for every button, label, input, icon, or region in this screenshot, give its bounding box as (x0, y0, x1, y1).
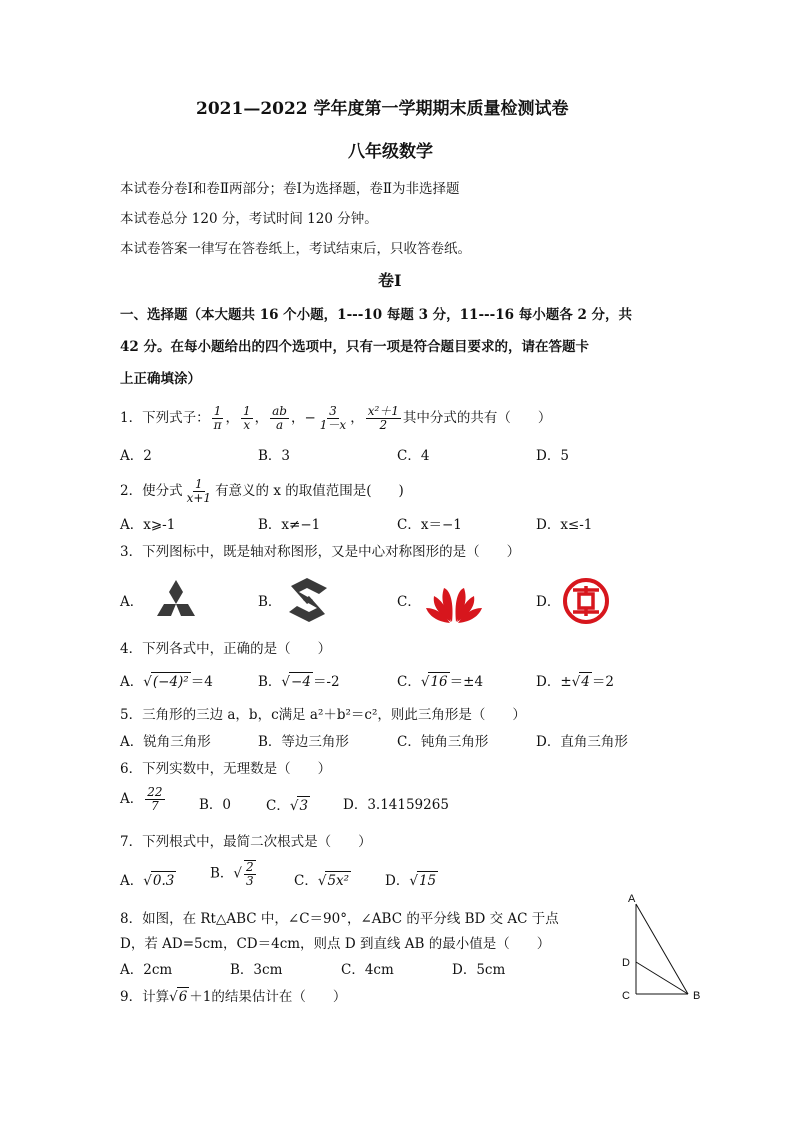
question-3: 3．下列图标中，既是轴对称图形，又是中心对称图形的是（ ） (120, 544, 521, 560)
question-6: 6．下列实数中，无理数是（ ） (120, 761, 332, 777)
label-b: B (693, 990, 701, 1002)
question-4: 4．下列各式中，正确的是（ ） (120, 641, 332, 657)
huawei-logo-icon (424, 576, 484, 626)
question-9: 9．计算√6 ＋1的结果估计在（ ） (120, 989, 347, 1005)
q1-option-d[interactable]: D．5 (536, 448, 569, 464)
suzuki-logo-icon (285, 576, 331, 624)
label-d: D (622, 957, 630, 969)
q1-option-c[interactable]: C．4 (397, 448, 430, 464)
question-2: 2．使分式 $\frac{1}{x+1}$ 有意义的 x 的取值范围是( ) (120, 477, 404, 505)
q7-option-b[interactable]: B．√ $\frac{2}{3}$ (210, 860, 254, 888)
question-1: 1．下列式子： $\frac{1}{\pi}$ ， $\frac{1}{x}$ ， $\frac{ab}{a}$ ，− $\frac{3}{1-x}$ ， $\frac{\text{x²＋1}}{2}$ 其中分式的共有（ ） (120, 404, 552, 432)
q6-option-c[interactable]: C．√3 (266, 798, 309, 814)
label-c: C (622, 990, 630, 1002)
q5-option-c[interactable]: C．钝角三角形 (397, 734, 489, 750)
side-ab (636, 904, 688, 994)
part1-instruction-1: 一、选择题（本大题共 16 个小题，1---10 每题 3 分，11---16 每小题各 2 分，共 (120, 307, 633, 323)
q6-option-d[interactable]: D．3.14159265 (343, 797, 449, 813)
q7-option-d[interactable]: D．√15 (385, 873, 437, 889)
q2-option-b[interactable]: B．x≠−1 (258, 517, 321, 533)
q5-option-d[interactable]: D．直角三角形 (536, 734, 628, 750)
q8-option-a[interactable]: A．2cm (120, 962, 173, 978)
q1-option-b[interactable]: B．3 (258, 448, 291, 464)
q1-frac-1: $\frac{1}{\pi}$ (213, 404, 222, 432)
q5-option-b[interactable]: B．等边三角形 (258, 734, 349, 750)
q1-frac-2: $\frac{1}{x}$ (242, 404, 251, 432)
q2-frac: $\frac{1}{x+1}$ (186, 477, 212, 505)
q4-option-a[interactable]: A．√(−4)² ＝4 (120, 674, 213, 690)
q8-option-b[interactable]: B．3cm (230, 962, 283, 978)
bisector-bd (636, 962, 688, 994)
exam-subtitle: 八年级数学 (348, 142, 433, 162)
q1-prefix: 1．下列式子： (120, 410, 210, 426)
q8-option-c[interactable]: C．4cm (341, 962, 394, 978)
q3-option-b[interactable]: B． (258, 594, 282, 610)
q1-option-a[interactable]: A．2 (120, 448, 152, 464)
q2-option-c[interactable]: C．x＝−1 (397, 517, 462, 533)
question-5: 5．三角形的三边 a，b，c满足 a²＋b²＝c²，则此三角形是（ ） (120, 707, 526, 723)
q1-suffix: 其中分式的共有（ ） (402, 410, 552, 426)
q1-frac-4: $\frac{3}{1-x}$ (319, 404, 347, 432)
question-7: 7．下列根式中，最简二次根式是（ ） (120, 834, 372, 850)
note-3: 本试卷答案一律写在答卷纸上，考试结束后，只收答卷纸。 (120, 241, 471, 257)
q8-option-d[interactable]: D．5cm (452, 962, 506, 978)
q1-frac-5: $\frac{\text{x²＋1}}{2}$ (367, 404, 399, 432)
q2-option-a[interactable]: A．x⩾-1 (120, 517, 176, 533)
question-8-line-1: 8．如图，在 Rt△ABC 中，∠C＝90°，∠ABC 的平分线 BD 交 AC 于点 (120, 911, 559, 927)
q7-option-a[interactable]: A．√0.3 (120, 873, 175, 889)
question-8-line-2: D，若 AD=5cm，CD＝4cm，则点 D 到直线 AB 的最小值是（ ） (120, 936, 551, 952)
note-2: 本试卷总分 120 分，考试时间 120 分钟。 (120, 211, 378, 227)
q5-option-a[interactable]: A．锐角三角形 (120, 734, 211, 750)
q4-option-b[interactable]: B．√−4 ＝-2 (258, 674, 340, 690)
note-1: 本试卷分卷Ⅰ和卷Ⅱ两部分；卷Ⅰ为选择题，卷Ⅱ为非选择题 (120, 181, 460, 197)
q2-option-d[interactable]: D．x≤-1 (536, 517, 593, 533)
q6-option-a[interactable]: A． $\frac{22}{7}$ (120, 785, 163, 813)
q4-option-c[interactable]: C．√16 ＝±4 (397, 674, 484, 690)
q3-option-a[interactable]: A． (120, 594, 144, 610)
triangle-figure (620, 890, 710, 1005)
q3-option-c[interactable]: C． (397, 594, 421, 610)
mitsubishi-logo-icon (150, 578, 202, 624)
q4-option-d[interactable]: D．±√4 ＝2 (536, 674, 614, 690)
section-title: 卷Ⅰ (378, 271, 402, 290)
label-a: A (628, 893, 636, 905)
q3-option-d[interactable]: D． (536, 594, 561, 610)
q1-frac-3: $\frac{ab}{a}$ (272, 404, 287, 432)
exam-title: 2021—2022 学年度第一学期期末质量检测试卷 (196, 99, 569, 119)
q7-option-c[interactable]: C．√5x² (294, 873, 350, 889)
q6-option-b[interactable]: B．0 (199, 797, 232, 813)
part1-instruction-3: 上正确填涂） (120, 371, 201, 387)
part1-instruction-2: 42 分。在每小题给出的四个选项中，只有一项是符合题目要求的，请在答题卡 (120, 339, 589, 355)
icbc-logo-icon (561, 576, 611, 626)
